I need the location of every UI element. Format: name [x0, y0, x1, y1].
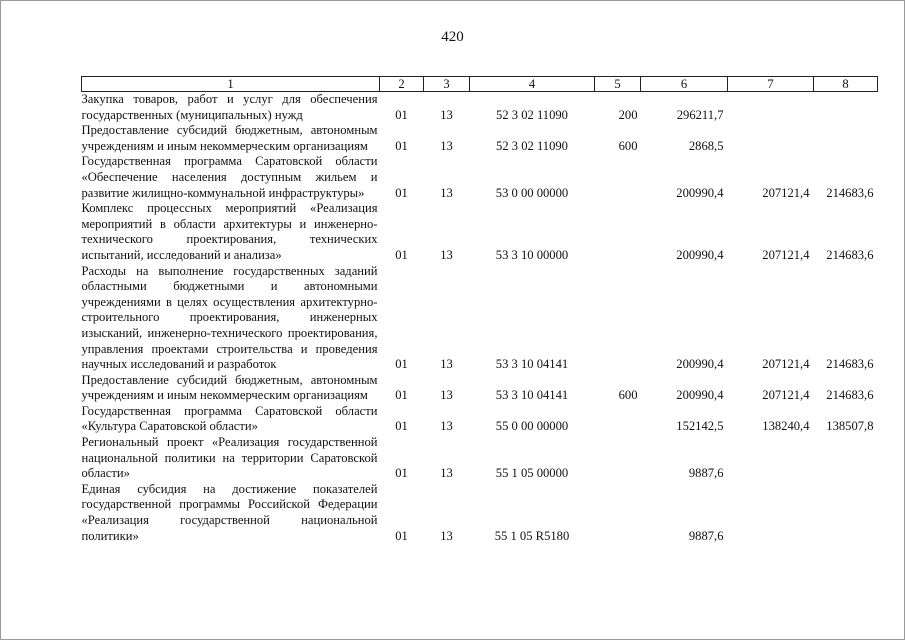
row-year2: 207121,4: [762, 247, 810, 262]
row-year1: 200990,4: [676, 357, 724, 372]
row-year3: [814, 482, 878, 544]
row-section: 01: [395, 466, 408, 481]
row-target-article: 53 3 10 04141: [495, 357, 569, 372]
row-year2: 207121,4: [762, 388, 810, 403]
row-year1: 2868,5: [688, 138, 724, 153]
row-description: Предоставление субсидий бюджетным, автономным учреждениям и иным некоммерческим организациям: [81, 123, 378, 153]
row-subsection: 13: [440, 107, 453, 122]
row-year1: 200990,4: [676, 185, 724, 200]
column-header-4: 4: [470, 77, 595, 92]
row-expense-type: 200: [618, 107, 638, 122]
row-target-article: 55 0 00 00000: [495, 419, 569, 434]
row-section: 01: [395, 388, 408, 403]
row-year3: 214683,6: [826, 247, 874, 262]
row-year2: 138240,4: [762, 419, 810, 434]
row-subsection: 13: [440, 138, 453, 153]
row-subsection: 13: [440, 185, 453, 200]
row-year2: [728, 435, 814, 482]
row-target-article: 53 0 00 00000: [495, 185, 569, 200]
row-target-article: 53 3 10 00000: [495, 247, 569, 262]
row-year1: 152142,5: [676, 419, 724, 434]
row-expense-type: [595, 154, 641, 201]
table-row: [82, 373, 878, 404]
row-year1: 200990,4: [676, 388, 724, 403]
row-description: Закупка товаров, работ и услуг для обеспечения государственных (муниципальных) нужд: [81, 92, 378, 122]
row-subsection: 13: [440, 466, 453, 481]
row-year2: [728, 92, 814, 124]
row-target-article: 52 3 02 11090: [496, 107, 568, 122]
row-year3: 138507,8: [826, 419, 874, 434]
table-row: [82, 154, 878, 201]
row-section: 01: [395, 107, 408, 122]
row-expense-type: [595, 404, 641, 435]
page-number: 420: [441, 29, 464, 45]
row-year3: 214683,6: [826, 357, 874, 372]
row-year1: 296211,7: [676, 107, 724, 122]
row-expense-type: [595, 435, 641, 482]
header-row: [82, 77, 878, 92]
table-row: [82, 482, 878, 544]
row-section: 01: [395, 247, 408, 262]
table-row: [82, 201, 878, 263]
row-description: Комплекс процессных мероприятий «Реализация мероприятий в области архитектуры и инженерно-технического проектирования, технических испытаний, исследований и анализа»: [81, 201, 378, 262]
row-year2: 207121,4: [762, 185, 810, 200]
row-year2: 207121,4: [762, 357, 810, 372]
row-expense-type: 600: [618, 388, 638, 403]
row-section: 01: [395, 357, 408, 372]
row-target-article: 52 3 02 11090: [496, 138, 568, 153]
table-row: [82, 123, 878, 154]
column-header-1: 1: [82, 77, 380, 92]
row-subsection: 13: [440, 419, 453, 434]
row-subsection: 13: [440, 528, 453, 543]
row-year2: [728, 123, 814, 154]
row-expense-type: [595, 482, 641, 544]
column-header-3: 3: [424, 77, 470, 92]
row-expense-type: [595, 264, 641, 373]
row-subsection: 13: [440, 247, 453, 262]
column-header-5: 5: [595, 77, 641, 92]
table-row: [82, 435, 878, 482]
row-target-article: 53 3 10 04141: [495, 388, 569, 403]
row-description: Расходы на выполнение государственных заданий областными бюджетными и автономными учреждениями в целях осуществления архитектурно-строительного проектирования, инженерных изысканий, инженерно-технического проектирования, управления проектами строительства и проведения научных исследований и разработок: [81, 263, 378, 372]
row-section: 01: [395, 138, 408, 153]
row-section: 01: [395, 185, 408, 200]
column-header-6: 6: [641, 77, 728, 92]
row-subsection: 13: [440, 357, 453, 372]
table-row: [82, 264, 878, 373]
row-description: Региональный проект «Реализация государственной национальной политики на территории Саратовской области»: [81, 435, 378, 481]
row-description: Государственная программа Саратовской области «Культура Саратовской области»: [81, 403, 378, 434]
row-year3: [814, 123, 878, 154]
row-year2: [728, 482, 814, 544]
row-year1: 9887,6: [688, 528, 724, 543]
column-header-2: 2: [380, 77, 424, 92]
row-target-article: 55 1 05 R5180: [494, 528, 570, 543]
row-subsection: 13: [440, 388, 453, 403]
row-description: Государственная программа Саратовской области «Обеспечение населения доступным жильем и развитие жилищно-коммунальной инфраструктуры»: [81, 154, 378, 200]
row-year1: 9887,6: [688, 466, 724, 481]
table-row: [82, 92, 878, 124]
row-section: 01: [395, 528, 408, 543]
row-description: Предоставление субсидий бюджетным, автономным учреждениям и иным некоммерческим организациям: [81, 372, 378, 403]
row-year3: 214683,6: [826, 185, 874, 200]
row-year3: 214683,6: [826, 388, 874, 403]
row-year3: [814, 435, 878, 482]
column-header-7: 7: [728, 77, 814, 92]
row-expense-type: 600: [618, 138, 638, 153]
row-description: Единая субсидия на достижение показателей государственной программы Российской Федерации «Реализация государственной национальной политики»: [81, 481, 378, 543]
row-year1: 200990,4: [676, 247, 724, 262]
table-row: [82, 404, 878, 435]
row-year3: [814, 92, 878, 124]
row-expense-type: [595, 201, 641, 263]
row-target-article: 55 1 05 00000: [495, 466, 569, 481]
row-section: 01: [395, 419, 408, 434]
budget-table: [81, 76, 878, 544]
column-header-8: 8: [814, 77, 878, 92]
